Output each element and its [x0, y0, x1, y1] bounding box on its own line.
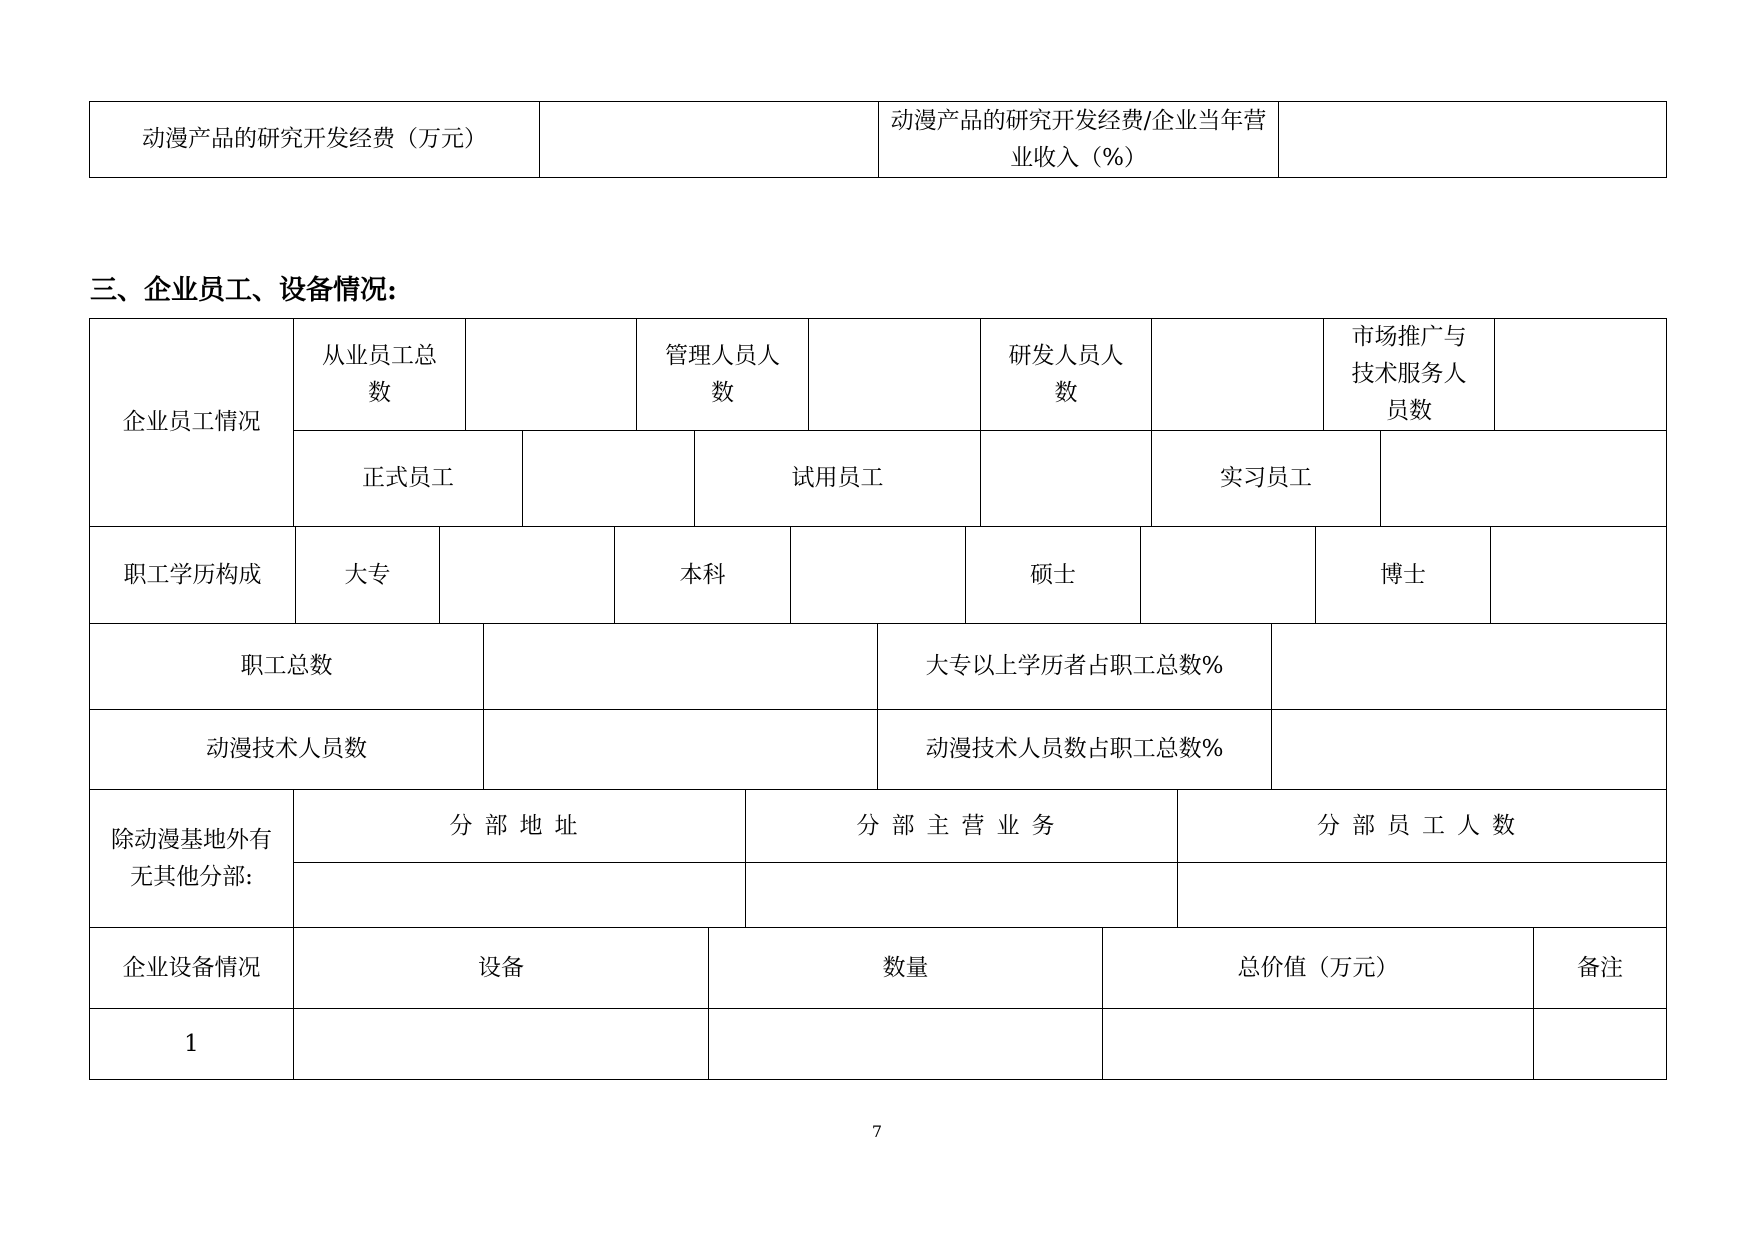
- trial-staff-field[interactable]: [981, 431, 1152, 527]
- rd-count-label: 研发人员人数: [981, 319, 1152, 431]
- total-staff-label: 职工总数: [90, 624, 484, 710]
- rd-count-field[interactable]: [1152, 319, 1324, 431]
- intern-staff-field[interactable]: [1381, 431, 1667, 527]
- education-table: [89, 526, 1667, 624]
- note-header: 备注: [1534, 928, 1667, 1009]
- trial-staff-label: 试用员工: [695, 431, 981, 527]
- device-field[interactable]: [294, 1009, 709, 1080]
- college-ratio-field[interactable]: [1272, 624, 1667, 710]
- staff-table: [89, 318, 1667, 527]
- branch-business-field[interactable]: [746, 863, 1178, 928]
- college-ratio-label: 大专以上学历者占职工总数%: [878, 624, 1272, 710]
- marketing-count-label: 市场推广与技术服务人员数: [1324, 319, 1495, 431]
- section-heading: 三、企业员工、设备情况:: [90, 275, 397, 306]
- doctor-label: 博士: [1316, 527, 1491, 624]
- master-field[interactable]: [1141, 527, 1316, 624]
- branches-row-label: 除动漫基地外有无其他分部:: [90, 790, 294, 928]
- rd-ratio-value-field[interactable]: [1279, 102, 1667, 178]
- table-row: [90, 1009, 1667, 1080]
- total-staff-count-field[interactable]: [466, 319, 637, 431]
- anim-tech-ratio-label: 动漫技术人员数占职工总数%: [878, 710, 1272, 790]
- formal-staff-label: 正式员工: [294, 431, 523, 527]
- branch-staff-field[interactable]: [1178, 863, 1667, 928]
- value-field[interactable]: [1103, 1009, 1534, 1080]
- marketing-count-field[interactable]: [1495, 319, 1667, 431]
- master-label: 硕士: [966, 527, 1141, 624]
- formal-staff-field[interactable]: [523, 431, 695, 527]
- branch-address-label: 分部地址: [294, 790, 746, 863]
- college-field[interactable]: [440, 527, 615, 624]
- bachelor-field[interactable]: [791, 527, 966, 624]
- doctor-field[interactable]: [1491, 527, 1667, 624]
- rd-cost-label: 动漫产品的研究开发经费（万元）: [90, 102, 540, 178]
- anim-tech-field[interactable]: [484, 710, 878, 790]
- branch-address-field[interactable]: [294, 863, 746, 928]
- equipment-table: [89, 927, 1667, 1080]
- value-header: 总价值（万元）: [1103, 928, 1534, 1009]
- education-row-label: 职工学历构成: [90, 527, 296, 624]
- equipment-row-label: 企业设备情况: [90, 928, 294, 1009]
- branches-table: [89, 789, 1667, 928]
- anim-tech-label: 动漫技术人员数: [90, 710, 484, 790]
- total-staff-field[interactable]: [484, 624, 878, 710]
- branch-staff-label: 分部员工人数: [1178, 790, 1667, 863]
- totals-table: [89, 623, 1667, 790]
- note-field[interactable]: [1534, 1009, 1667, 1080]
- intern-staff-label: 实习员工: [1152, 431, 1381, 527]
- page-number: 7: [871, 1122, 883, 1141]
- bachelor-label: 本科: [615, 527, 791, 624]
- quantity-header: 数量: [709, 928, 1103, 1009]
- branch-business-label: 分部主营业务: [746, 790, 1178, 863]
- staff-row-label: 企业员工情况: [90, 319, 294, 527]
- total-staff-count-label: 从业员工总数: [294, 319, 466, 431]
- management-count-label: 管理人员人数: [637, 319, 809, 431]
- management-count-field[interactable]: [809, 319, 981, 431]
- rd-ratio-label: 动漫产品的研究开发经费/企业当年营业收入（%）: [879, 102, 1279, 178]
- rd-cost-table: [89, 101, 1667, 178]
- college-label: 大专: [296, 527, 440, 624]
- device-header: 设备: [294, 928, 709, 1009]
- equipment-row-index: 1: [90, 1009, 294, 1080]
- quantity-field[interactable]: [709, 1009, 1103, 1080]
- anim-tech-ratio-field[interactable]: [1272, 710, 1667, 790]
- rd-cost-value-field[interactable]: [540, 102, 879, 178]
